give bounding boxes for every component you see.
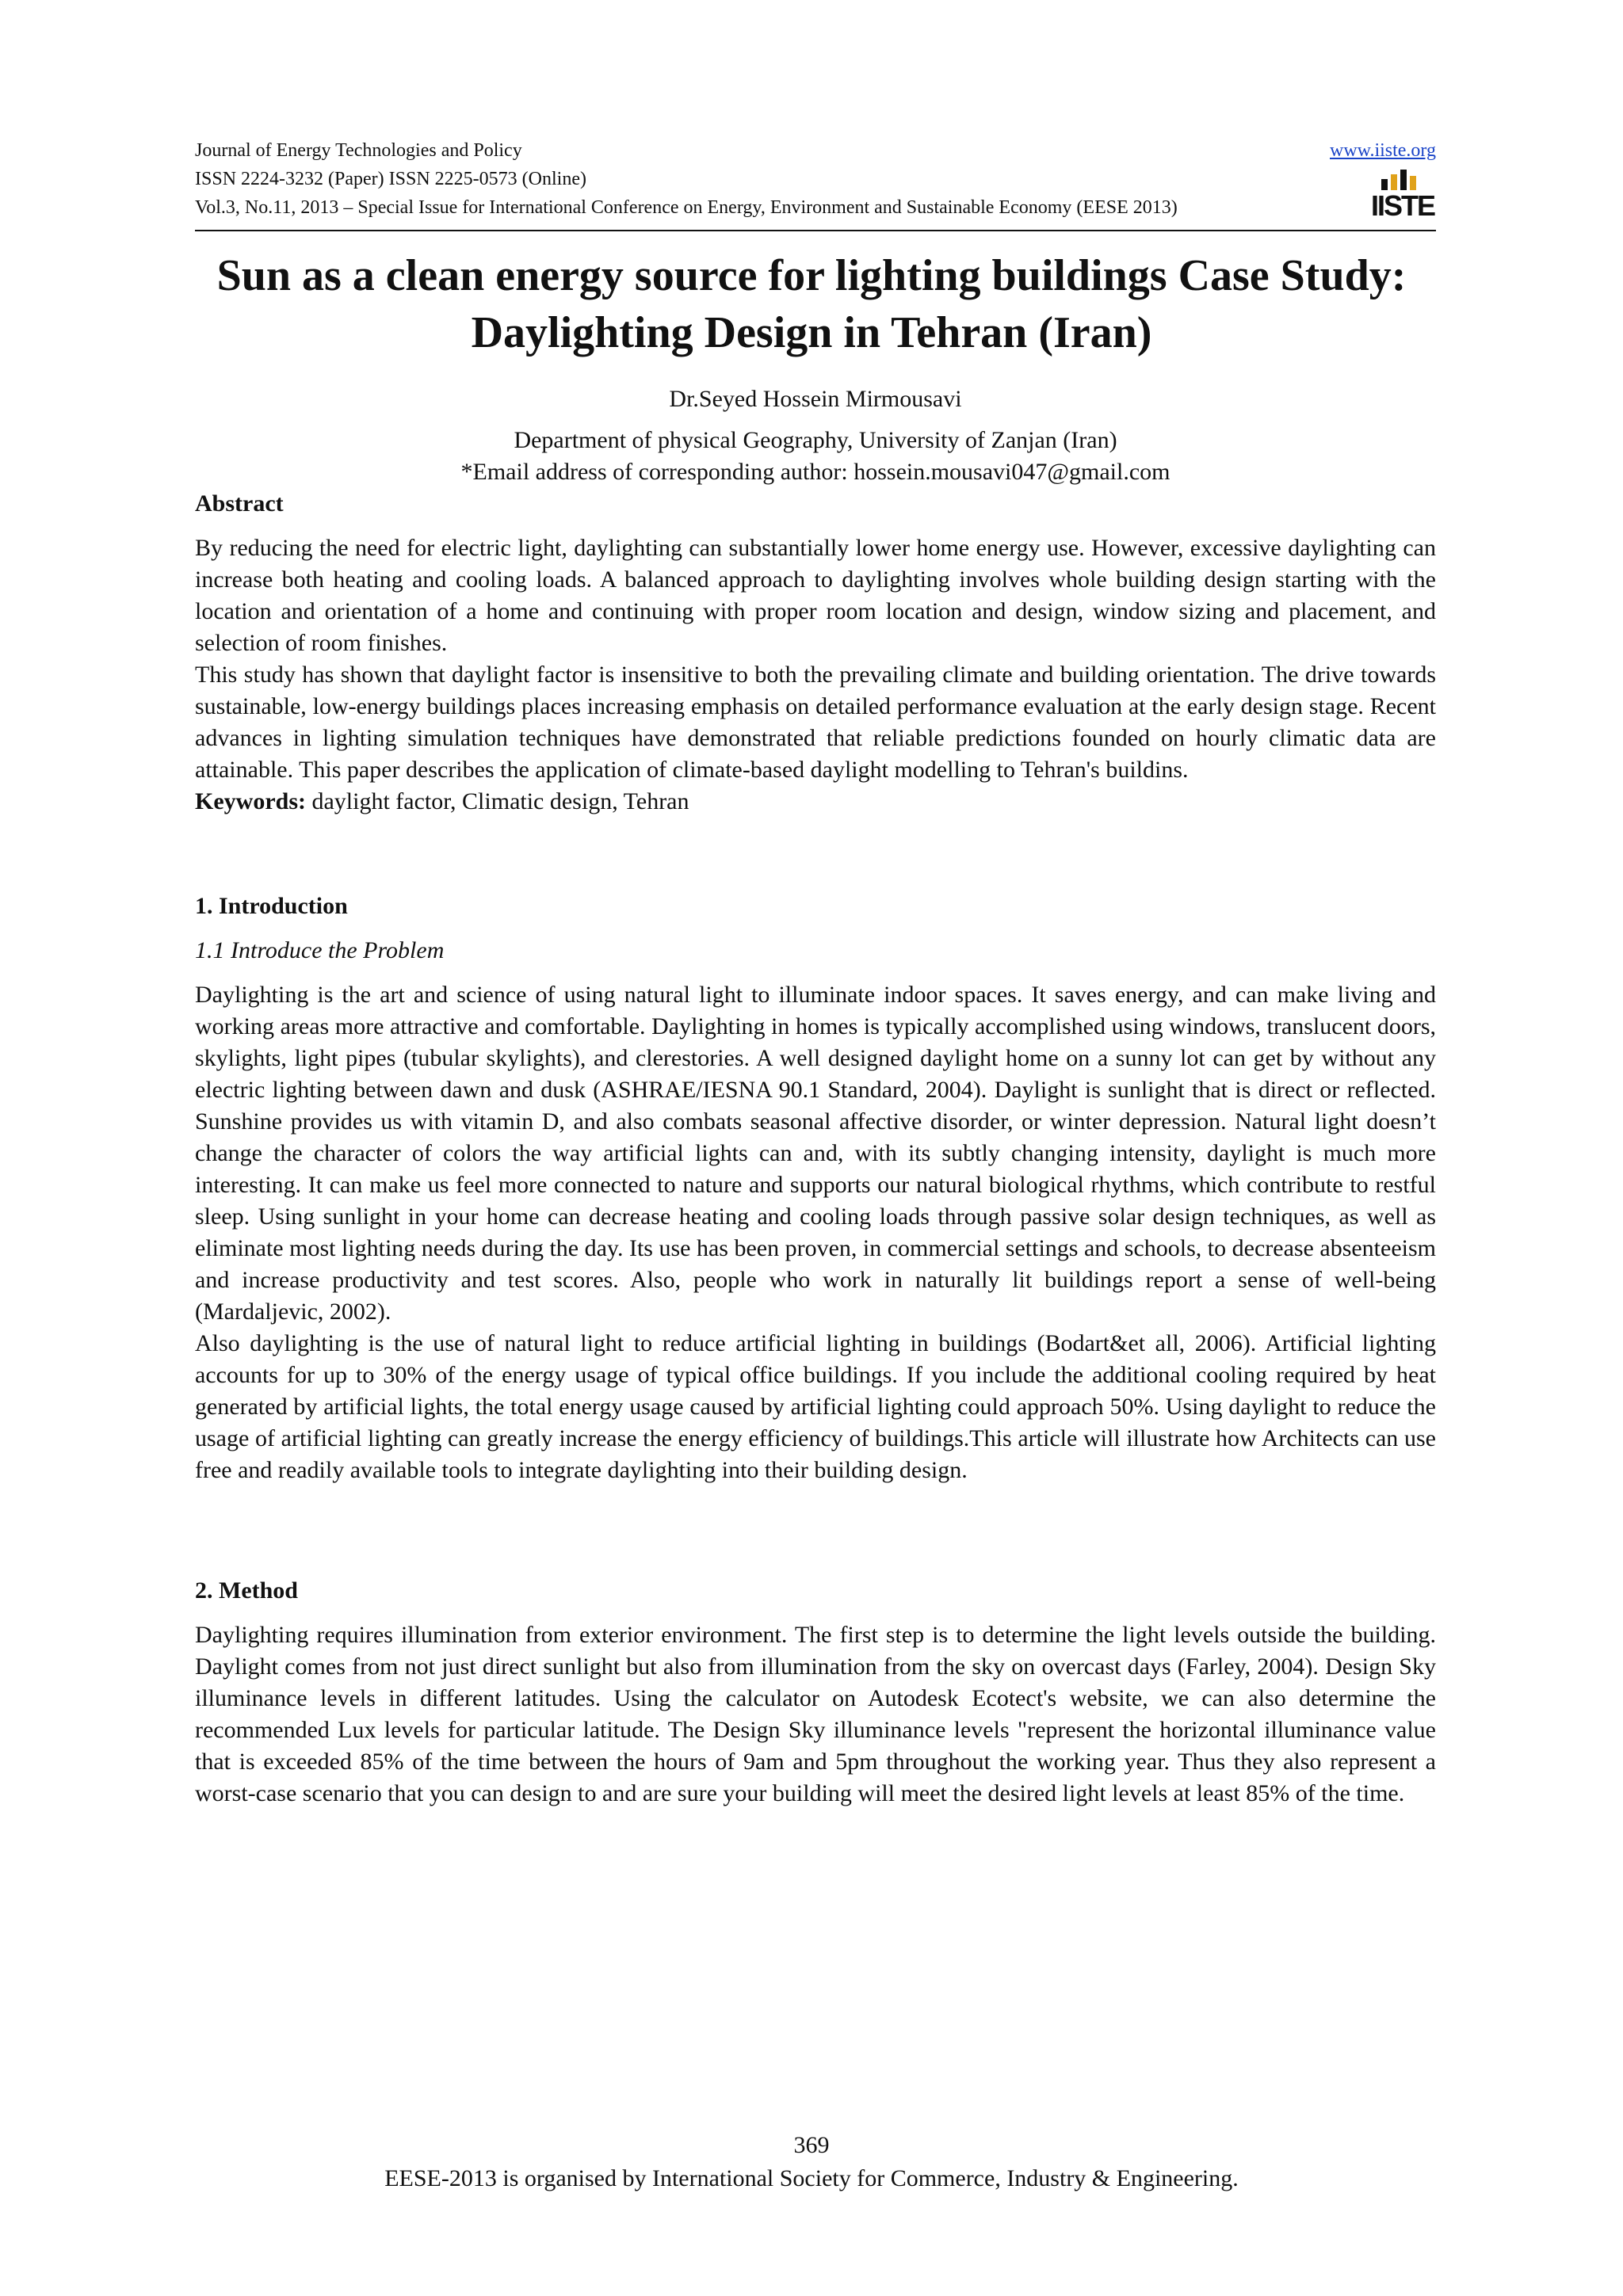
method-paragraph-1: Daylighting requires illumination from exterior environment. The first step is to determine the light levels outside the building. Daylight comes from not just direct sunlight but also from illumination from the sky on overcast days (Farley, 2004). Design Sky illuminance levels in different latitudes. Using the calculator on Autodesk Ecotect's website, we can also determine the recommended Lux levels for particular latitude. The Design Sky illuminance levels "represent the horizontal illuminance value that is exceeded 85% of the time between the hours of 9am and 5pm throughout the working year. Thus they also represent a worst-case scenario that you can design to and are sure your building will meet the desired light levels at least 85% of the time. [195,1622,1436,1806]
introduction-paragraph-1: Daylighting is the art and science of using natural light to illuminate indoor spaces. It saves energy, and can make living and working areas more attractive and comfortable. Daylighting in homes is typically accomplished using windows, translucent doors, skylights, light pipes (tubular skylights), and clerestories. A well designed daylight home on a sunny lot can get by without any electric lighting between dawn and dusk (ASHRAE/IESNA 90.1 Standard, 2004). Daylight is sunlight that is direct or reflected. Sunshine provides us with vitamin D, and also combats seasonal affective disorder, or winter depression. Natural light doesn’t change the character of colors the way artificial lights can and, with its subtly changing intensity, daylight is much more interesting. It can make us feel more connected to nature and supports our natural biological rhythms, which contribute to restful sleep. Using sunlight in your home can decrease heating and cooling loads through passive solar design techniques, as well as eliminate most lighting needs during the day. Its use has been proven, in commercial settings and schools, to decrease absenteeism and increase productivity and test scores. Also, people who work in naturally lit buildings report a sense of well-being (Mardaljevic, 2002). [195,982,1436,1325]
journal-volume: Vol.3, No.11, 2013 – Special Issue for International Conference on Energy, Environment and Sustainable Economy (EESE 2013) [195,197,1178,218]
journal-header [195,136,1436,222]
corresponding-email: *Email address of corresponding author: hossein.mousavi047@gmail.com [460,459,1170,485]
keywords-text: daylight factor, Climatic design, Tehran [305,788,689,814]
logo-text: IISTE [1371,189,1435,222]
introduction-body [195,979,1436,1486]
affiliation-department: Department of physical Geography, University of Zanjan (Iran) [514,427,1117,453]
header-divider [195,230,1436,231]
keywords-label: Keywords: [195,788,306,814]
author-affiliation [195,425,1436,488]
footer-organiser: EESE-2013 is organised by International Society for Commerce, Industry & Engineering. [384,2165,1239,2191]
page-number: 369 [793,2132,830,2158]
abstract-heading: Abstract [195,490,284,517]
logo-bars-icon [1371,170,1426,190]
method-body [195,1619,1436,1810]
abstract-body [195,532,1436,818]
iiste-logo [1371,170,1435,227]
abstract-paragraph-1: By reducing the need for electric light, daylighting can substantially lower home energy use. However, excessive daylighting can increase both heating and cooling loads. A balanced approach to daylighting involves whole building design starting with the location and orientation of a home and continuing with proper room location and design, window sizing and placement, and selection of room finishes. [195,535,1436,656]
introduction-paragraph-2: Also daylighting is the use of natural light to reduce artificial lighting in buildings (Bodart&et all, 2006). Artificial lighting accounts for up to 30% of the energy usage of typical office buildings. If you include the additional cooling required by heat generated by artificial lights, the total energy usage caused by artificial lighting could approach 50%. Using daylight to reduce the usage of artificial lighting can greatly increase the energy efficiency of buildings.This article will illustrate how Architects can use free and readily available tools to integrate daylighting into their building design. [195,1330,1436,1483]
paper-title: Sun as a clean energy source for lighting buildings Case Study: Daylighting Design in Tehran (Iran) [216,251,1407,357]
author-name: Dr.Seyed Hossein Mirmousavi [669,386,962,412]
introduction-subheading: 1.1 Introduce the Problem [195,937,445,963]
journal-url-link[interactable]: www.iiste.org [1330,140,1436,161]
introduction-heading: 1. Introduction [195,893,348,919]
journal-name: Journal of Energy Technologies and Policy [195,140,522,161]
method-heading: 2. Method [195,1577,298,1604]
abstract-paragraph-2: This study has shown that daylight factor is insensitive to both the prevailing climate and building orientation. The drive towards sustainable, low-energy buildings places increasing emphasis on detailed performance evaluation at the early design stage. Recent advances in lighting simulation techniques have demonstrated that reliable predictions founded on hourly climatic data are attainable. This paper describes the application of climate-based daylight modelling to Tehran's buildins. [195,662,1436,783]
journal-issn: ISSN 2224-3232 (Paper) ISSN 2225-0573 (Online) [195,169,586,189]
keywords-line [195,786,1436,818]
